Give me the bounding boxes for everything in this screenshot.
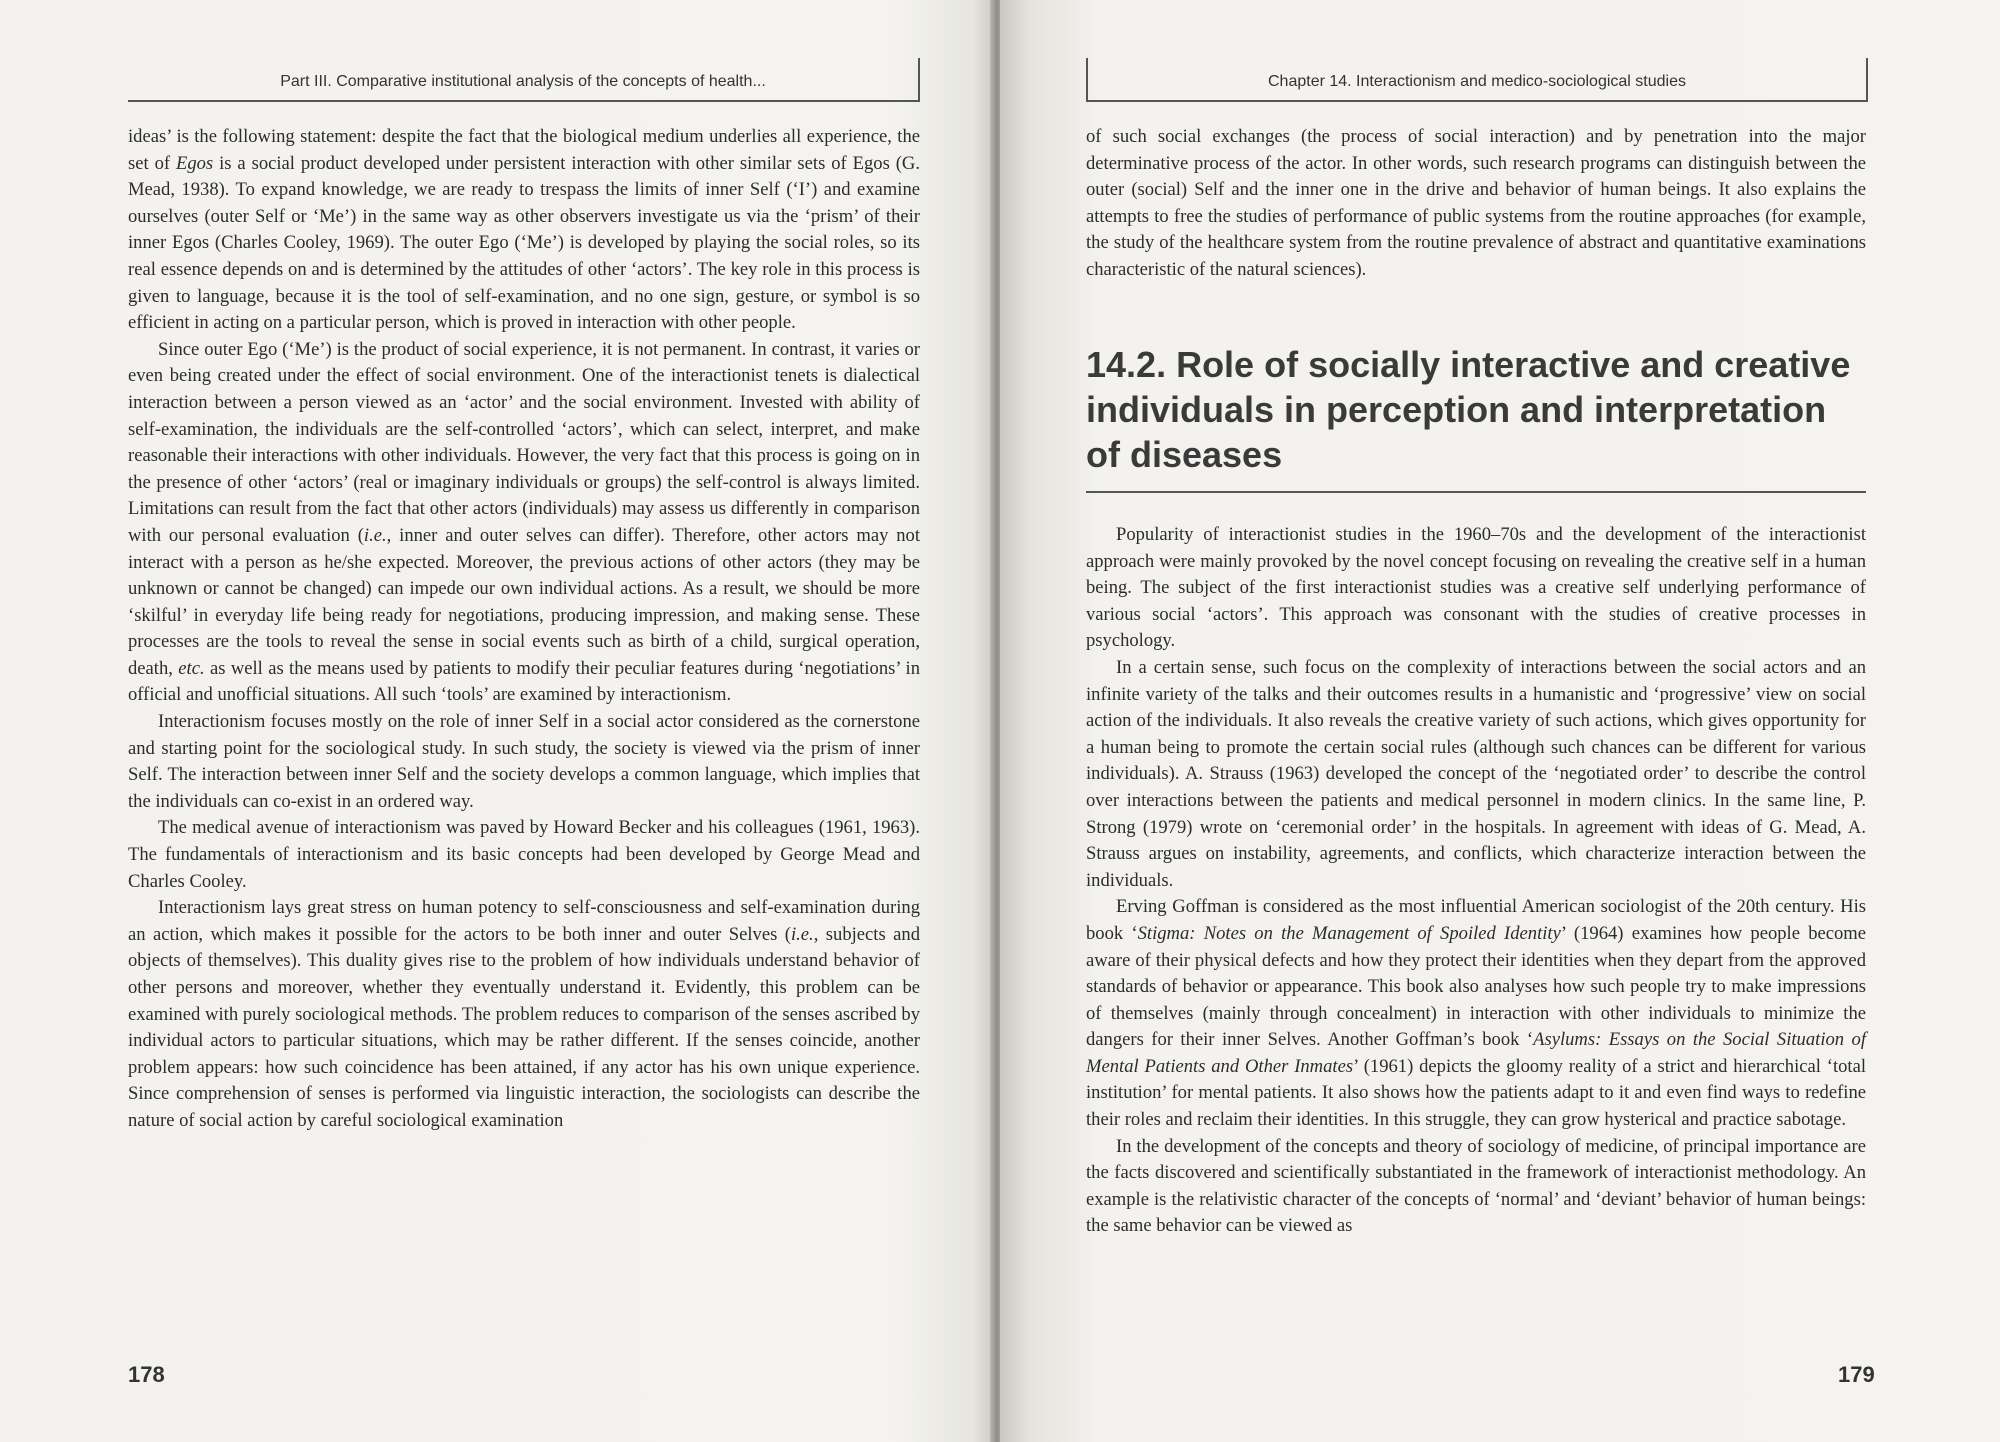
- right-intro-text: [1086, 124, 1866, 284]
- left-page-number: 178: [128, 1362, 165, 1387]
- right-page-number: 179: [1838, 1362, 1875, 1387]
- text-run: Erving Goffman is considered as the most influential American sociologist of the 20th century. His book ‘: [1086, 896, 1866, 944]
- section-heading: 14.2. Role of socially interactive and creative individuals in perception and interpretation of diseases: [1086, 342, 1866, 493]
- left-header-text: Part III. Comparative institutional analysis of the concepts of health...: [280, 73, 766, 90]
- right-page: [1000, 0, 2000, 1442]
- text-run: ideas’ is the following statement: despite the fact that the biological medium underlies all experience, the set of: [128, 126, 920, 174]
- text-run: , inner and outer selves can differ). Therefore, other actors may not interact with a person as he/she expected. Moreover, the previous actions of other actors (they may be unknown or cannot be changed) can impede our own individual actions. As a result, we should be more ‘skilful’ in everyday life being ready for negotiations, producing impression, and making sense. These processes are the tools to reveal the sense in social events such as birth of a child, surgical operation, death,: [128, 524, 921, 679]
- text-run: , subjects and objects of themselves). This duality gives rise to the problem of how individuals understand behavior of other persons and moreover, whether they eventually understand it. Evidently, this problem can be examined with purely sociological methods. The problem reduces to comparison of the senses ascribed by individual actors to particular situations, which may be rather different. If the senses coincide, another problem appears: how such coincidence has been attained, if any actor has his own unique experience. Since comprehension of senses is performed via linguistic interaction, the sociologists can describe the nature of social action by careful sociological examination: [128, 923, 920, 1131]
- text-run: Since outer Ego (‘Me’) is the product of social experience, it is not permanent. In contrast, it varies or even being created under the effect of social environment. One of the interactionist tenets is dialectical interaction between a person viewed as an ‘actor’ and the social environment. Invested with ability of self-examination, the individuals are the self-controlled ‘actors’, which can select, interpret, and make reasonable their interactions with other individuals. However, the very fact that this process is going on in the presence of other ‘actors’ (real or imaginary individuals or groups) the self-control is always limited. Limitations can result from the fact that other actors (individuals) may assess us differently in comparison with our personal evaluation (: [128, 338, 920, 546]
- text-run: The medical avenue of interactionism was paved by Howard Becker and his colleagues (1961, 1963). The fundamentals of interactionism and its basic concepts had been developed by George Mead and Charles Cooley.: [128, 817, 920, 892]
- paragraph: [128, 709, 920, 815]
- paragraph: [128, 895, 920, 1134]
- paragraph: [128, 124, 920, 337]
- text-run: ’ (1961) depicts the gloomy reality of a strict and hierarchical ‘total institution’ for mental patients. It also shows how the patients adapt to it and even find ways to redefine their roles and reclaim their identities. In this struggle, they can grow hysterical and practice sabotage.: [1086, 1055, 1866, 1131]
- paragraph: [128, 337, 920, 709]
- text-run: In the development of the concepts and theory of sociology of medicine, of principal importance are the facts discovered and scientifically substantiated in the framework of interactionist methodology. An example is the relativistic character of the concepts of ‘normal’ and ‘deviant’ behavior of human beings: the same behavior can be viewed as: [1086, 1135, 1866, 1237]
- italic-text: Stigma: Notes on the Management of Spoiled Identity: [1137, 922, 1561, 944]
- text-run: Popularity of interactionist studies in the 1960–70s and the development of the interactionist approach were mainly provoked by the novel concept focusing on revealing the creative self in a human being. The subject of the first interactionist studies was a creative self underlying performance of various social ‘actors’. This approach was consonant with the studies of creative processes in psychology.: [1086, 524, 1866, 652]
- right-running-header: [1086, 58, 1868, 102]
- italic-text: i.e.: [363, 524, 387, 546]
- italic-text: Asylums: Essays on the Social Situation of Mental Patients and Other Inmates: [1086, 1029, 1866, 1077]
- text-run: is a social product developed under persistent interaction with other similar sets of Egos (G. Mead, 1938). To expand knowledge, we are ready to trespass the limits of inner Self (‘I’) and examine ourselves (outer Self or ‘Me’) in the same way as other observers investigate us via the ‘prism’ of their inner Egos (Charles Cooley, 1969). The outer Ego (‘Me’) is developed by playing the social roles, so its real essence depends on and is determined by the attitudes of other ‘actors’. The key role in this process is given to language, because it is the tool of self-examination, and no one sign, gesture, or symbol is so efficient in acting on a particular person, which is proved in interaction with other people.: [128, 152, 920, 334]
- text-run: ’ (1964) examines how people become aware of their physical defects and how they protect their identities when they depart from the approved standards of behavior or appearance. This book also analyses how such people try to make impressions of themselves (mainly through concealment) in interaction with other individuals to minimize the dangers for their inner Selves. Another Goffman’s book ‘: [1086, 922, 1867, 1051]
- right-header-text: Chapter 14. Interactionism and medico-sociological studies: [1268, 73, 1686, 90]
- paragraph: [128, 815, 920, 895]
- text-run: Interactionism lays great stress on human potency to self-consciousness and self-examination during an action, which makes it possible for the actors to be both inner and outer Selves (: [128, 897, 920, 945]
- text-run: In a certain sense, such focus on the complexity of interactions between the social actors and an infinite variety of the talks and their outcomes results in a humanistic and ‘progressive’ view on social action of the individuals. It also reveals the creative variety of such actions, which gives opportunity for a human being to promote the certain social rules (although such chances can be different for various individuals). A. Strauss (1963) developed the concept of the ‘negotiated order’ to describe the control over interactions between the patients and medical personnel in modern clinics. In the same line, P. Strong (1979) wrote on ‘ceremonial order’ in the hospitals. In agreement with ideas of G. Mead, A. Strauss argues on instability, agreements, and conflicts, which characterize interaction between the individuals.: [1086, 656, 1866, 891]
- left-page: [0, 0, 992, 1442]
- left-body-text: [128, 124, 920, 1135]
- italic-text: etc.: [178, 657, 205, 679]
- right-body-text: [1086, 522, 1866, 1240]
- paragraph: [1086, 894, 1866, 1133]
- italic-text: Egos: [175, 152, 214, 174]
- left-running-header: [128, 58, 920, 102]
- text-run: as well as the means used by patients to modify their peculiar features during ‘negotiations’ in official and unofficial situations. All such ‘tools’ are examined by interactionism.: [128, 657, 920, 706]
- text-run: Interactionism focuses mostly on the role of inner Self in a social actor considered as the cornerstone and starting point for the sociological study. In such study, the society is viewed via the prism of inner Self. The interaction between inner Self and the society develops a common language, which implies that the individuals can co-exist in an ordered way.: [128, 711, 920, 812]
- paragraph: [1086, 522, 1866, 655]
- right-intro-paragraph: of such social exchanges (the process of social interaction) and by penetration into the major determinative process of the actor. In other words, such research programs can distinguish between the outer (social) Self and the inner one in the drive and behavior of human beings. It also explains the attempts to free the studies of performance of public systems from the routine approaches (for example, the study of the healthcare system from the routine prevalence of abstract and quantitative examinations characteristic of the natural sciences).: [1086, 126, 1866, 280]
- italic-text: i.e.: [790, 923, 814, 945]
- paragraph: [1086, 655, 1866, 894]
- paragraph: [1086, 1134, 1866, 1240]
